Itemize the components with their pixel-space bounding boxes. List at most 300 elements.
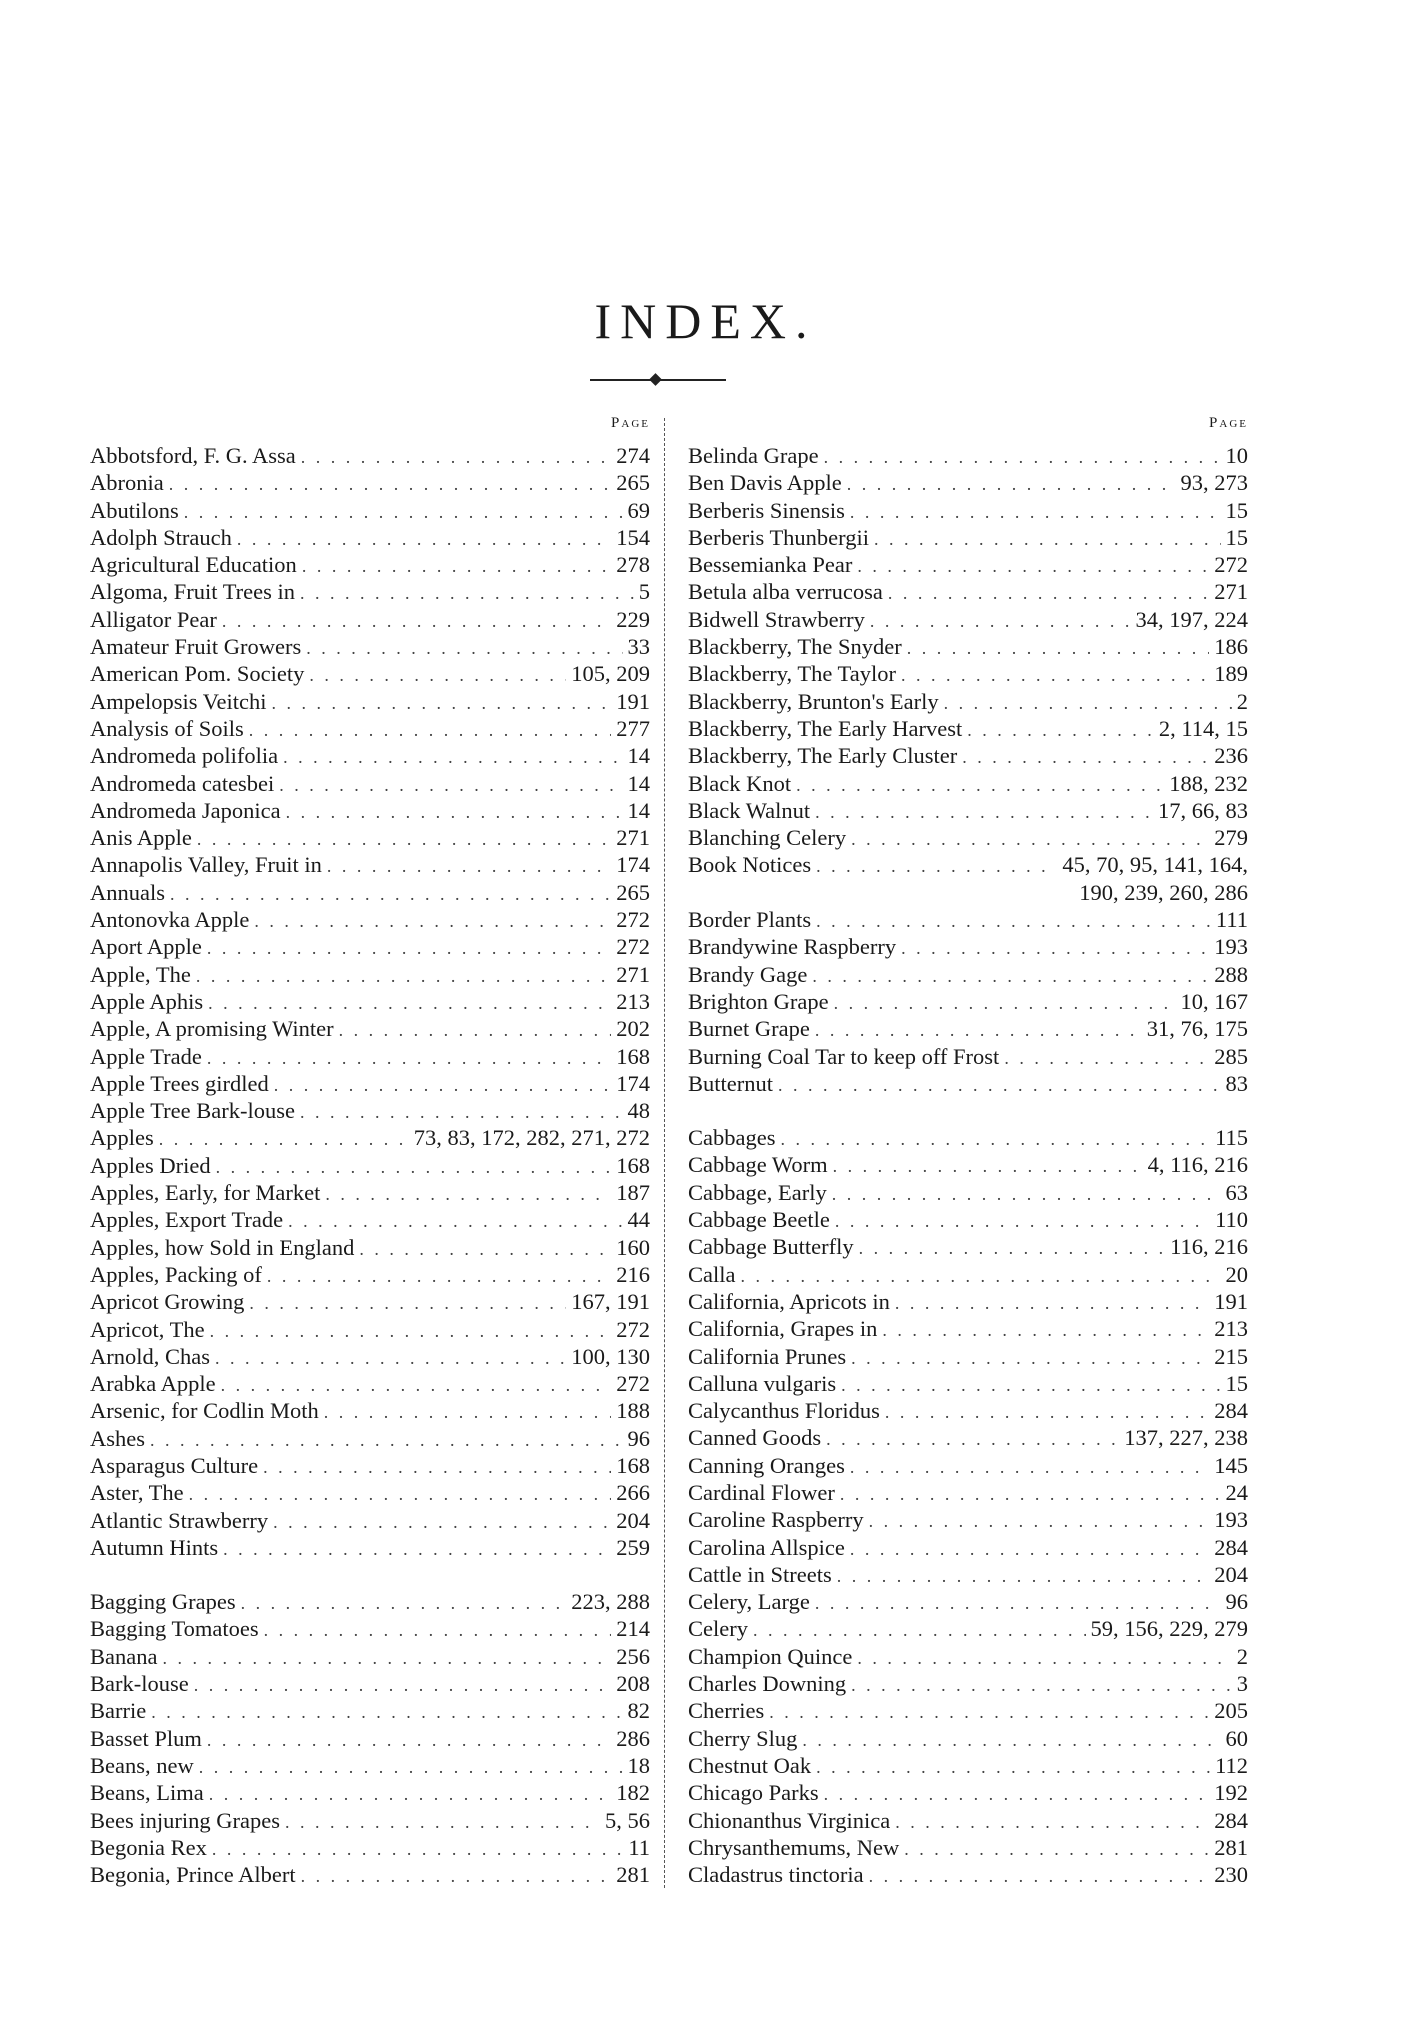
- index-entry: [90, 469, 650, 496]
- entry-pages: 24: [1225, 1479, 1248, 1505]
- entry-name: Abutilons: [90, 497, 179, 523]
- index-entry: [90, 961, 650, 988]
- leader-dots: [285, 1809, 600, 1836]
- entry-name: Brandy Gage: [688, 961, 808, 987]
- index-entry-continuation: [688, 879, 1248, 906]
- index-entry: [688, 1151, 1248, 1178]
- index-entry: [90, 688, 650, 715]
- entry-name: California, Grapes in: [688, 1316, 878, 1342]
- entry-name: Blackberry, The Taylor: [688, 661, 896, 687]
- leader-dots: [832, 1181, 1221, 1208]
- leader-dots: [850, 1536, 1209, 1563]
- entry-pages: 167, 191: [571, 1289, 650, 1315]
- index-column-left: [90, 408, 650, 1888]
- leader-dots: [816, 1754, 1210, 1781]
- index-entry: [90, 1370, 650, 1397]
- index-entry: [90, 1124, 650, 1151]
- entry-name: Cherries: [688, 1698, 765, 1724]
- index-entry: [90, 1179, 650, 1206]
- index-entry: [688, 551, 1248, 578]
- entry-name: Beans, Lima: [90, 1780, 204, 1806]
- entry-name: Apples, Packing of: [90, 1261, 262, 1287]
- index-entry: [688, 1124, 1248, 1151]
- entry-pages: 15: [1225, 524, 1248, 550]
- index-entry: [90, 660, 650, 687]
- entry-pages: 168: [616, 1043, 650, 1069]
- leader-dots: [944, 690, 1232, 717]
- entry-pages: 15: [1225, 1370, 1248, 1396]
- leader-dots: [740, 1263, 1220, 1290]
- index-entry: [688, 1288, 1248, 1315]
- leader-dots: [327, 853, 611, 880]
- index-entry: [90, 879, 650, 906]
- entry-name: Apples Dried: [90, 1152, 211, 1178]
- entry-pages: 100, 130: [571, 1343, 650, 1369]
- entry-name: Brighton Grape: [688, 988, 829, 1014]
- entry-name: Apple Trade: [90, 1043, 202, 1069]
- index-entry: [688, 688, 1248, 715]
- leader-dots: [857, 553, 1209, 580]
- leader-dots: [249, 717, 611, 744]
- entry-pages: 278: [616, 552, 650, 578]
- entry-name: Blackberry, The Early Cluster: [688, 743, 958, 769]
- entry-pages: 160: [616, 1234, 650, 1260]
- leader-dots: [194, 1672, 612, 1699]
- leader-dots: [901, 935, 1209, 962]
- letter-group-gap: [688, 1097, 1248, 1124]
- entry-name: Atlantic Strawberry: [90, 1507, 269, 1533]
- entry-name: Apricot Growing: [90, 1289, 245, 1315]
- leader-dots: [826, 1426, 1119, 1453]
- entry-name: Begonia, Prince Albert: [90, 1862, 296, 1888]
- entry-name: Abronia: [90, 470, 164, 496]
- entry-pages: 17, 66, 83: [1158, 797, 1248, 823]
- entry-name: Black Knot: [688, 770, 792, 796]
- entry-name: Cattle in Streets: [688, 1561, 832, 1587]
- leader-dots: [815, 1590, 1221, 1617]
- index-entry: [90, 1507, 650, 1534]
- leader-dots: [264, 1617, 612, 1644]
- entry-name: Calla: [688, 1261, 736, 1287]
- index-entry: [688, 1370, 1248, 1397]
- leader-dots: [888, 580, 1209, 607]
- entry-name: Celery, Large: [688, 1589, 810, 1615]
- leader-dots: [824, 444, 1221, 471]
- entry-name: Abbotsford, F. G. Assa: [90, 443, 296, 468]
- index-entry: [90, 1643, 650, 1670]
- entry-pages: 230: [1214, 1862, 1248, 1888]
- entry-pages: 174: [616, 852, 650, 878]
- leader-dots: [249, 1290, 566, 1317]
- index-entry: [90, 742, 650, 769]
- column-divider: [664, 418, 665, 1888]
- leader-dots: [151, 1699, 622, 1726]
- entry-pages: 192: [1214, 1780, 1248, 1806]
- leader-dots: [824, 1781, 1210, 1808]
- entry-name: Blackberry, The Snyder: [688, 634, 902, 660]
- leader-dots: [778, 1072, 1221, 1099]
- entry-name: Alligator Pear: [90, 606, 217, 632]
- entry-name: Annuals: [90, 879, 165, 905]
- entry-name: Bagging Tomatoes: [90, 1616, 259, 1642]
- page-title: INDEX.: [594, 293, 817, 349]
- entry-name: Apple Tree Bark-louse: [90, 1098, 295, 1124]
- leader-dots: [815, 799, 1153, 826]
- entry-name: Cladastrus tinctoria: [688, 1862, 864, 1888]
- leader-dots: [859, 1235, 1166, 1262]
- leader-dots: [874, 526, 1220, 553]
- index-entry: [90, 715, 650, 742]
- entry-pages: 187: [616, 1180, 650, 1206]
- index-entry: [90, 1779, 650, 1806]
- entry-pages: 174: [616, 1070, 650, 1096]
- leader-dots: [237, 526, 611, 553]
- index-entry: [688, 1397, 1248, 1424]
- entry-pages: 105, 209: [571, 661, 650, 687]
- index-entry: [90, 1807, 650, 1834]
- entry-pages: 116, 216: [1170, 1234, 1248, 1260]
- index-entry: [90, 497, 650, 524]
- entry-pages: 266: [616, 1480, 650, 1506]
- index-entry: [90, 797, 650, 824]
- leader-dots: [324, 1399, 612, 1426]
- entry-pages: 168: [616, 1152, 650, 1178]
- entry-name: Analysis of Soils: [90, 715, 244, 741]
- entry-name: Apples, how Sold in England: [90, 1234, 355, 1260]
- entry-name: Champion Quince: [688, 1643, 853, 1669]
- leader-dots: [150, 1427, 623, 1454]
- entry-pages: 190, 239, 260, 286: [1079, 879, 1248, 905]
- entry-pages: 188: [616, 1398, 650, 1424]
- leader-dots: [169, 471, 612, 498]
- entry-name: Canned Goods: [688, 1425, 822, 1451]
- index-entry: [90, 1343, 650, 1370]
- entry-name: Apples, Export Trade: [90, 1207, 284, 1233]
- index-entry: [688, 933, 1248, 960]
- entry-pages: 271: [616, 825, 650, 851]
- index-entry: [90, 1834, 650, 1861]
- entry-name: Bessemianka Pear: [688, 552, 853, 578]
- entry-name: Blackberry, Brunton's Early: [688, 688, 939, 714]
- entry-name: Basset Plum: [90, 1725, 202, 1751]
- entry-pages: 204: [1214, 1561, 1248, 1587]
- entry-name: Aster, The: [90, 1480, 184, 1506]
- entry-pages: 223, 288: [571, 1589, 650, 1615]
- entry-pages: 284: [1214, 1807, 1248, 1833]
- leader-dots: [885, 1399, 1209, 1426]
- index-entry: [90, 578, 650, 605]
- leader-dots: [301, 1863, 612, 1890]
- entry-pages: 2: [1236, 688, 1248, 714]
- entry-name: Cabbages: [688, 1125, 776, 1151]
- leader-dots: [286, 799, 623, 826]
- entry-pages: 256: [616, 1643, 650, 1669]
- entry-pages: 272: [616, 1316, 650, 1342]
- entry-pages: 5: [638, 579, 650, 605]
- entry-name: Cabbage, Early: [688, 1179, 827, 1205]
- leader-dots: [207, 935, 611, 962]
- entry-name: California Prunes: [688, 1343, 847, 1369]
- entry-name: Anis Apple: [90, 825, 192, 851]
- entry-pages: 112: [1215, 1752, 1248, 1778]
- entry-pages: 281: [616, 1862, 650, 1888]
- entry-pages: 110: [1215, 1207, 1248, 1233]
- entry-name: Cardinal Flower: [688, 1479, 835, 1505]
- leader-dots: [869, 1508, 1210, 1535]
- entry-pages: 193: [1214, 934, 1248, 960]
- entry-name: Berberis Thunbergii: [688, 524, 870, 550]
- entry-pages: 59, 156, 229, 279: [1090, 1616, 1248, 1642]
- leader-dots: [216, 1154, 612, 1181]
- entry-name: Carolina Allspice: [688, 1534, 845, 1560]
- entry-pages: 285: [1214, 1043, 1248, 1069]
- leader-dots: [857, 1645, 1231, 1672]
- index-entry: [90, 1752, 650, 1779]
- leader-dots: [907, 635, 1210, 662]
- index-entry: [688, 1588, 1248, 1615]
- entry-pages: 48: [627, 1098, 650, 1124]
- entry-name: Andromeda Japonica: [90, 797, 281, 823]
- index-entry: [688, 1315, 1248, 1342]
- entry-name: Annapolis Valley, Fruit in: [90, 852, 322, 878]
- entry-pages: 34, 197, 224: [1135, 606, 1248, 632]
- entry-pages: 2, 114, 15: [1158, 715, 1248, 741]
- index-entry: [688, 1697, 1248, 1724]
- entry-name: Agricultural Education: [90, 552, 297, 578]
- index-entry: [688, 1070, 1248, 1097]
- entry-pages: 213: [616, 988, 650, 1014]
- index-entry: [688, 1506, 1248, 1533]
- index-entry: [90, 906, 650, 933]
- index-entry: [90, 1534, 650, 1561]
- entry-pages: 272: [1214, 552, 1248, 578]
- entry-pages: 236: [1214, 743, 1248, 769]
- leader-dots: [189, 1481, 612, 1508]
- leader-dots: [300, 580, 634, 607]
- leader-dots: [901, 662, 1209, 689]
- entry-pages: 154: [616, 524, 650, 550]
- index-entry: [688, 1479, 1248, 1506]
- entry-name: Calycanthus Floridus: [688, 1398, 880, 1424]
- entry-pages: 213: [1214, 1316, 1248, 1342]
- index-entry: [688, 1561, 1248, 1588]
- leader-dots: [209, 1781, 612, 1808]
- leader-dots: [306, 635, 622, 662]
- index-entry: [688, 1206, 1248, 1233]
- index-entry: [90, 1697, 650, 1724]
- entry-pages: 115: [1215, 1125, 1248, 1151]
- entry-pages: 14: [627, 797, 650, 823]
- entry-name: Amateur Fruit Growers: [90, 634, 302, 660]
- leader-dots: [962, 744, 1209, 771]
- entry-pages: 69: [627, 497, 650, 523]
- entry-pages: 93, 273: [1180, 470, 1248, 496]
- entry-pages: 15: [1225, 497, 1248, 523]
- entry-pages: 274: [616, 443, 650, 468]
- entry-pages: 82: [627, 1698, 650, 1724]
- leader-dots: [870, 608, 1131, 635]
- entry-pages: 73, 83, 172, 282, 271, 272: [413, 1125, 650, 1151]
- entry-name: Brandywine Raspberry: [688, 934, 897, 960]
- leader-dots: [816, 853, 1057, 880]
- leader-dots: [170, 881, 611, 908]
- entry-name: Autumn Hints: [90, 1534, 219, 1560]
- entry-name: Chrysanthemums, New: [688, 1834, 900, 1860]
- entry-pages: 279: [1214, 825, 1248, 851]
- index-entry: [90, 633, 650, 660]
- entry-name: Arabka Apple: [90, 1371, 216, 1397]
- entry-name: Ben Davis Apple: [688, 470, 842, 496]
- entry-name: Andromeda catesbei: [90, 770, 275, 796]
- index-entry: [90, 1397, 650, 1424]
- entry-pages: 96: [1225, 1589, 1248, 1615]
- entry-pages: 44: [627, 1207, 650, 1233]
- index-entry: [90, 1152, 650, 1179]
- entry-name: Cherry Slug: [688, 1725, 798, 1751]
- entry-pages: 272: [616, 934, 650, 960]
- index-entry: [90, 524, 650, 551]
- index-entry: [688, 1015, 1248, 1042]
- entry-pages: 182: [616, 1780, 650, 1806]
- entry-name: Bees injuring Grapes: [90, 1807, 280, 1833]
- index-entry: [688, 578, 1248, 605]
- leader-dots: [207, 1045, 611, 1072]
- index-entry: [688, 497, 1248, 524]
- leader-dots: [835, 1208, 1210, 1235]
- leader-dots: [274, 1072, 612, 1099]
- entry-name: Berberis Sinensis: [688, 497, 845, 523]
- entry-pages: 31, 76, 175: [1146, 1016, 1248, 1042]
- index-entry: [688, 442, 1248, 469]
- entry-name: Chionanthus Virginica: [688, 1807, 891, 1833]
- index-entry: [90, 1452, 650, 1479]
- entry-pages: 96: [627, 1425, 650, 1451]
- entry-name: Asparagus Culture: [90, 1452, 259, 1478]
- index-entry: [90, 1234, 650, 1261]
- leader-dots: [208, 990, 611, 1017]
- index-entry: [90, 933, 650, 960]
- leader-dots: [850, 1454, 1209, 1481]
- leader-dots: [197, 826, 611, 853]
- leader-dots: [309, 662, 566, 689]
- index-entry: [90, 824, 650, 851]
- entry-pages: 271: [1214, 579, 1248, 605]
- leader-dots: [816, 908, 1211, 935]
- entry-pages: 272: [616, 907, 650, 933]
- entry-name: Book Notices: [688, 852, 812, 878]
- entry-name: Apples, Early, for Market: [90, 1180, 321, 1206]
- leader-dots: [753, 1617, 1086, 1644]
- leader-dots: [847, 471, 1176, 498]
- entry-pages: 18: [627, 1752, 650, 1778]
- entry-pages: 191: [1214, 1288, 1248, 1314]
- entry-name: Adolph Strauch: [90, 524, 232, 550]
- leader-dots: [184, 499, 623, 526]
- entry-pages: 60: [1225, 1725, 1248, 1751]
- leader-dots: [339, 1017, 612, 1044]
- leader-dots: [850, 499, 1221, 526]
- leader-dots: [967, 717, 1154, 744]
- index-entry: [688, 1424, 1248, 1451]
- index-entry: [90, 1070, 650, 1097]
- entry-name: Apple Aphis: [90, 988, 204, 1014]
- entry-name: Banana: [90, 1643, 158, 1669]
- leader-dots: [769, 1699, 1209, 1726]
- entry-name: Butternut: [688, 1070, 773, 1096]
- leader-dots: [199, 1754, 623, 1781]
- entry-pages: 205: [1214, 1698, 1248, 1724]
- index-entry: [90, 1043, 650, 1070]
- page-column-header: Page: [1209, 415, 1248, 431]
- index-entry: [688, 633, 1248, 660]
- entry-name: Burning Coal Tar to keep off Frost: [688, 1043, 1000, 1069]
- entry-name: Begonia Rex: [90, 1834, 207, 1860]
- entry-pages: 186: [1214, 634, 1248, 660]
- entry-name: Apples: [90, 1125, 154, 1151]
- leader-dots: [302, 553, 611, 580]
- leader-dots: [223, 1536, 611, 1563]
- index-entry: [688, 606, 1248, 633]
- index-entry: [90, 770, 650, 797]
- entry-pages: 284: [1214, 1534, 1248, 1560]
- entry-pages: 189: [1214, 661, 1248, 687]
- entry-pages: 145: [1214, 1452, 1248, 1478]
- index-entry: [90, 442, 650, 469]
- index-entry: [90, 606, 650, 633]
- index-entry: [90, 551, 650, 578]
- entry-pages: 193: [1214, 1507, 1248, 1533]
- entry-pages: 4, 116, 216: [1147, 1152, 1248, 1178]
- entry-pages: 216: [616, 1261, 650, 1287]
- leader-dots: [215, 1345, 566, 1372]
- index-entry: [90, 1015, 650, 1042]
- entry-name: Blanching Celery: [688, 825, 847, 851]
- index-entry: [90, 1615, 650, 1642]
- leader-dots: [851, 1345, 1209, 1372]
- leader-dots: [254, 908, 611, 935]
- leader-dots: [222, 608, 611, 635]
- entry-name: Andromeda polifolia: [90, 743, 279, 769]
- leader-dots: [895, 1290, 1209, 1317]
- entry-pages: 191: [616, 688, 650, 714]
- index-entry: [90, 1479, 650, 1506]
- leader-dots: [815, 1017, 1142, 1044]
- entry-name: Barrie: [90, 1698, 147, 1724]
- entry-pages: 137, 227, 238: [1124, 1425, 1248, 1451]
- leader-dots: [196, 963, 611, 990]
- leader-dots: [301, 444, 612, 471]
- entry-name: Canning Oranges: [688, 1452, 845, 1478]
- leader-dots: [271, 690, 611, 717]
- entry-pages: 188, 232: [1169, 770, 1248, 796]
- entry-pages: 14: [627, 770, 650, 796]
- leader-dots: [207, 1727, 611, 1754]
- entry-name: Beans, new: [90, 1752, 194, 1778]
- leader-dots: [279, 772, 622, 799]
- entry-name: Belinda Grape: [688, 443, 819, 468]
- entry-name: Arsenic, for Codlin Moth: [90, 1398, 319, 1424]
- leader-dots: [904, 1836, 1209, 1863]
- entry-pages: 265: [616, 879, 650, 905]
- entry-pages: 277: [616, 715, 650, 741]
- entry-name: Apricot, The: [90, 1316, 205, 1342]
- index-entry: [90, 1725, 650, 1752]
- entry-pages: 14: [627, 743, 650, 769]
- leader-dots: [273, 1509, 611, 1536]
- entry-pages: 3: [1236, 1671, 1248, 1697]
- leader-dots: [212, 1836, 623, 1863]
- leader-dots: [840, 1481, 1221, 1508]
